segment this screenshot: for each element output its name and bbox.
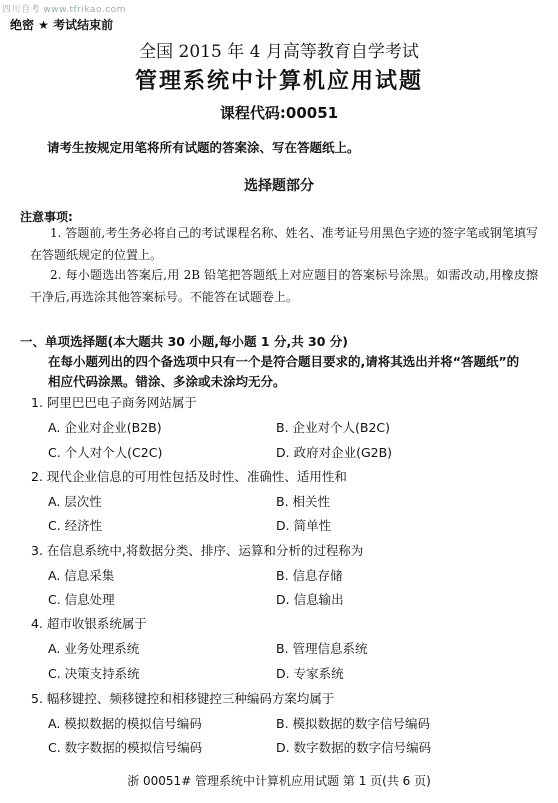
question-5-option-b: B. 模拟数据的数字信号编码 bbox=[276, 716, 431, 731]
question-4-stem: 4. 超市收银系统属于 bbox=[31, 616, 147, 631]
question-3-option-d: D. 信息输出 bbox=[276, 592, 344, 607]
question-5-option-d: D. 数字数据的数字信号编码 bbox=[276, 740, 432, 755]
secret-label: 绝密 ★ 考试结束前 bbox=[10, 18, 114, 32]
question-4-option-d: D. 专家系统 bbox=[276, 666, 344, 681]
question-2-option-b: B. 相关性 bbox=[276, 494, 331, 509]
section-heading: 选择题部分 bbox=[244, 178, 314, 194]
answer-notice: 请考生按规定用笔将所有试题的答案涂、写在答题纸上。 bbox=[47, 140, 360, 155]
question-5-option-a: A. 模拟数据的模拟信号编码 bbox=[48, 716, 202, 731]
question-2-option-d: D. 简单性 bbox=[276, 518, 332, 533]
part-heading: 一、单项选择题(本大题共 30 小题,每小题 1 分,共 30 分) bbox=[20, 334, 349, 349]
exam-title: 全国 2015 年 4 月高等教育自学考试 bbox=[139, 42, 419, 62]
question-3-option-a: A. 信息采集 bbox=[48, 568, 115, 583]
subject-title: 管理系统中计算机应用试题 bbox=[134, 69, 423, 94]
question-5-stem: 5. 幅移键控、频移键控和相移键控三种编码方案均属于 bbox=[31, 691, 335, 706]
question-4-option-a: A. 业务处理系统 bbox=[48, 641, 140, 656]
question-5-option-c: C. 数字数据的模拟信号编码 bbox=[48, 740, 203, 755]
page-footer: 浙 00051# 管理系统中计算机应用试题 第 1 页(共 6 页) bbox=[127, 774, 431, 788]
question-4-option-c: C. 决策支持系统 bbox=[48, 666, 140, 681]
note-item-1: 1. 答题前,考生务必将自己的考试课程名称、姓名、准考证号用黑色字迹的签字笔或钢笔填写在答题纸规定的位置上。 bbox=[30, 226, 538, 262]
question-3-stem: 3. 在信息系统中,将数据分类、排序、运算和分析的过程称为 bbox=[31, 543, 364, 558]
part-instruction: 在每小题列出的四个备选项中只有一个是符合题目要求的,请将其选出并将“答题纸”的相应代码涂黑。错涂、多涂或未涂均无分。 bbox=[48, 354, 520, 389]
question-1-option-b: B. 企业对个人(B2C) bbox=[276, 420, 391, 435]
question-3-option-b: B. 信息存储 bbox=[276, 568, 343, 583]
question-1-option-c: C. 个人对个人(C2C) bbox=[48, 445, 163, 460]
question-4-option-b: B. 管理信息系统 bbox=[276, 641, 368, 656]
notes-title: 注意事项: bbox=[20, 210, 73, 224]
question-2-option-c: C. 经济性 bbox=[48, 518, 103, 533]
question-1-stem: 1. 阿里巴巴电子商务网站属于 bbox=[31, 395, 197, 410]
watermark: 四川自考 www.tfrikao.com bbox=[2, 5, 126, 15]
question-1-option-d: D. 政府对企业(G2B) bbox=[276, 445, 393, 460]
note-item-2: 2. 每小题选出答案后,用 2B 铅笔把答题纸上对应题目的答案标号涂黑。如需改动,用橡皮擦干净后,再选涂其他答案标号。不能答在试题卷上。 bbox=[30, 268, 538, 304]
question-2-stem: 2. 现代企业信息的可用性包括及时性、准确性、适用性和 bbox=[31, 469, 347, 484]
course-code: 课程代码:00051 bbox=[219, 104, 339, 122]
question-1-option-a: A. 企业对企业(B2B) bbox=[48, 420, 162, 435]
question-3-option-c: C. 信息处理 bbox=[48, 592, 115, 607]
question-2-option-a: A. 层次性 bbox=[48, 494, 102, 509]
